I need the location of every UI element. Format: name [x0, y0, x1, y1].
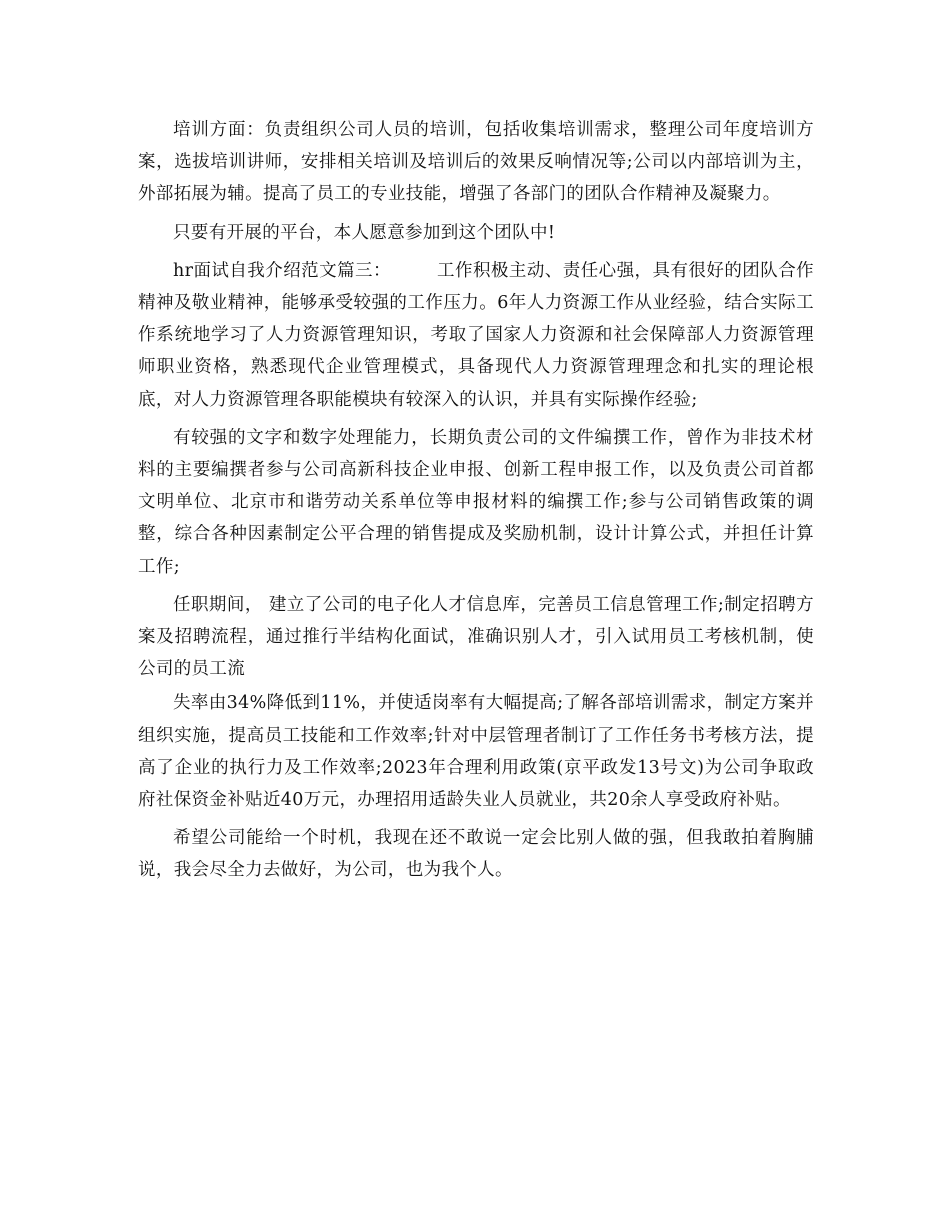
- paragraph-tenure: 任职期间， 建立了公司的电子化人才信息库，完善员工信息管理工作;制定招聘方案及招聘流程，通过推行半结构化面试，准确识别人才，引入试用员工考核机制，使公司的员工流: [138, 594, 814, 680]
- section-heading: hr面试自我介绍范文篇三：: [173, 260, 391, 281]
- paragraph-training: 培训方面：负责组织公司人员的培训，包括收集培训需求，整理公司年度培训方案，选拔培训讲师，安排相关培训及培训后的效果反响情况等;公司以内部培训为主，外部拓展为辅。提高了员工的专业技能，增强了各部门的团队合作精神及凝聚力。: [138, 120, 814, 205]
- paragraph-work-attitude: 工作积极主动、责任心强，具有很好的团队合作精神及敬业精神，能够承受较强的工作压力。6年人力资源工作从业经验，结合实际工作系统地学习了人力资源管理知识，考取了国家人力资源和社会保障部人力资源管理师职业资格，熟悉现代企业管理模式，具备现代人力资源管理理念和扎实的理论根底，对人力资源管理各职能模块有较深入的认识，并具有实际操作经验;: [138, 260, 814, 410]
- paragraph-turnover: 失率由34%降低到11%，并使适岗率有大幅提高;了解各部培训需求，制定方案并组织实施，提高员工技能和工作效率;针对中层管理者制订了工作任务书考核方法，提高了企业的执行力及工作效率;2023年合理利用政策(京平政发13号文)为公司争取政府社保资金补贴近40万元，办理招用适龄失业人员就业，共20余人享受政府补贴。: [138, 693, 814, 811]
- paragraph-closing: 希望公司能给一个时机，我现在还不敢说一定会比别人做的强，但我敢拍着胸脯说，我会尽全力去做好，为公司，也为我个人。: [138, 828, 814, 881]
- paragraph-willingness: 只要有开展的平台，本人愿意参加到这个团队中!: [173, 222, 556, 243]
- paragraph-writing-ability: 有较强的文字和数字处理能力，长期负责公司的文件编撰工作，曾作为非技术材料的主要编撰者参与公司高新科技企业申报、创新工程申报工作，以及负责公司首都文明单位、北京市和谐劳动关系单位等申报材料的编撰工作;参与公司销售政策的调整，综合各种因素制定公平合理的销售提成及奖励机制，设计计算公式，并担任计算工作;: [138, 427, 814, 577]
- document-body: [138, 114, 814, 893]
- paragraph-sample-three: [138, 255, 814, 416]
